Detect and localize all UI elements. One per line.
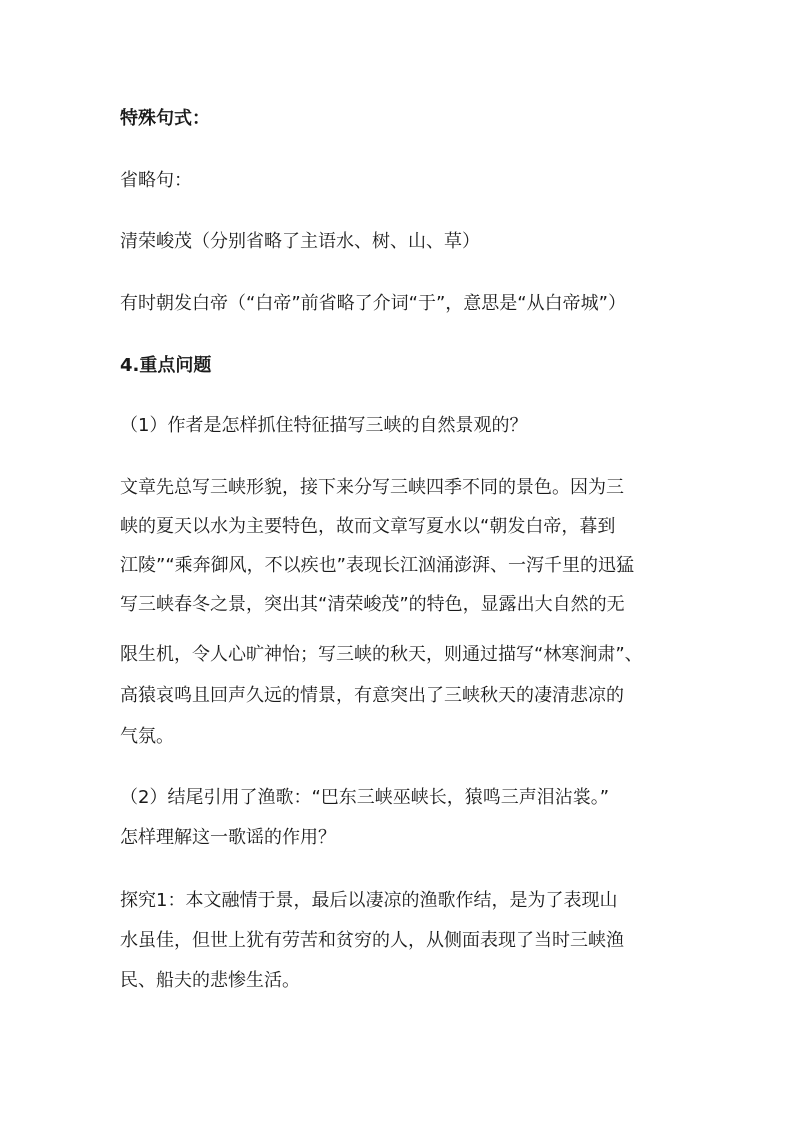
question-2-line: （2）结尾引用了渔歌：“巴东三峡巫峡长，猿鸣三声泪沾裳。” [120,787,610,808]
exploration-1-line: 探究1：本文融情于景，最后以凄凉的渔歌作结，是为了表现山 [120,890,618,911]
answer-1-line: 江陵”“乘奔御风，不以疾也”表现长江汹涌澎湃、一泻千里的迅猛 [120,555,634,576]
omission-example-2: 有时朝发白帝（“白帝”前省略了介词“于”，意思是“从白帝城”） [120,293,626,314]
question-1: （1）作者是怎样抓住特征描写三峡的自然景观的？ [120,415,528,436]
answer-1-line: 峡的夏天以水为主要特色，故而文章写夏水以“朝发白帝，暮到 [120,516,616,537]
answer-1-line: 高猿哀鸣且回声久远的情景，有意突出了三峡秋天的凄清悲凉的 [120,685,624,706]
answer-1-line: 限生机，令人心旷神怡；写三峡的秋天，则通过描写“林寒涧肃”、 [120,644,643,665]
exploration-1-line: 水虽佳，但世上犹有劳苦和贫穷的人，从侧面表现了当时三峡渔 [120,930,624,951]
omission-example-1: 清荣峻茂（分别省略了主语水、树、山、草） [120,231,480,252]
key-issues-heading: 4.重点问题 [120,355,212,376]
question-2-line: 怎样理解这一歌谣的作用？ [120,827,336,848]
section-heading: 特殊句式： [120,108,210,129]
answer-1-line: 文章先总写三峡形貌，接下来分写三峡四季不同的景色。因为三 [120,477,624,498]
answer-1-line: 写三峡春冬之景，突出其“清荣峻茂”的特色，显露出大自然的无 [120,594,625,615]
exploration-1-line: 民、船夫的悲惨生活。 [120,970,300,991]
omission-label: 省略句： [120,170,192,191]
answer-1-line: 气氛。 [120,726,174,747]
